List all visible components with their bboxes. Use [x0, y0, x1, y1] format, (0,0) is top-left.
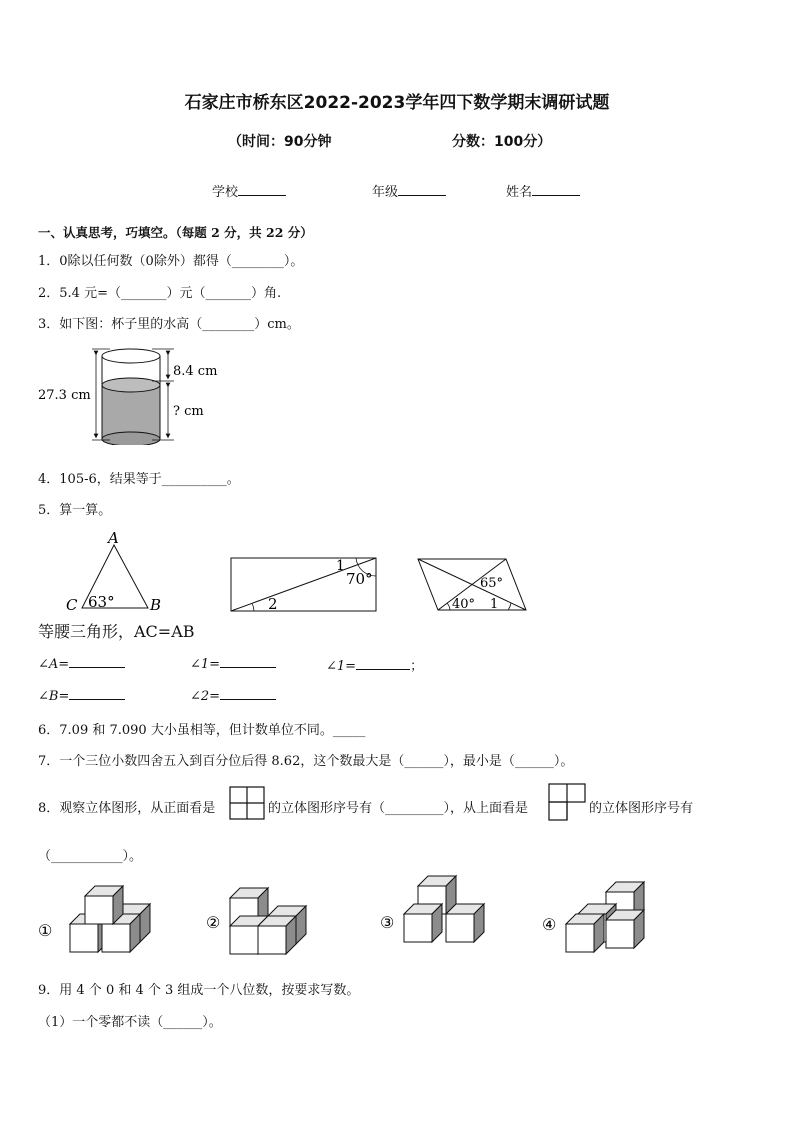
- answer-para-angle-1[interactable]: [326, 655, 423, 674]
- figure-3-label: ③: [380, 913, 395, 932]
- rect-angle-2-answer-label: ∠2=: [190, 689, 221, 704]
- vertex-c-label: C: [66, 596, 78, 614]
- rect-angle-2-label: 2: [268, 595, 278, 613]
- name-label: 姓名: [506, 185, 533, 200]
- answer-rect-angle-1[interactable]: [190, 655, 276, 672]
- grade-field[interactable]: [372, 181, 446, 200]
- figure-2-label: ②: [206, 913, 221, 932]
- answer-angle-b[interactable]: [38, 687, 125, 704]
- question-4: 4．105-6，结果等于__________。: [38, 472, 240, 487]
- question-8-part-b: 的立体图形序号有（_________），从上面看是: [268, 801, 529, 816]
- para-angle-1-label: 1: [490, 597, 499, 612]
- figure-4-label: ④: [542, 915, 557, 934]
- name-field[interactable]: [506, 181, 580, 200]
- question-6: 6．7.09 和 7.090 大小虽相等，但计数单位不同。_____: [38, 723, 366, 738]
- answer-angle-a[interactable]: [38, 655, 125, 672]
- question-7: 7．一个三位小数四舍五入到百分位后得 8.62，这个数最大是（______），最小是（______）。: [38, 754, 574, 769]
- angle-a-label: ∠A=: [38, 657, 70, 672]
- question-8-part-c: 的立体图形序号有: [589, 801, 694, 816]
- isosceles-caption: 等腰三角形，AC=AB: [38, 622, 195, 641]
- isosceles-triangle-figure: [60, 528, 180, 614]
- cup-top-label: 8.4 cm: [173, 364, 218, 379]
- angle-c-label: 63°: [88, 593, 115, 611]
- question-9-part-1: （1）一个零都不读（______）。: [38, 1015, 222, 1030]
- cup-total-label: 27.3 cm: [38, 388, 91, 403]
- exam-time: （时间：90分钟: [228, 134, 332, 150]
- angle-b-label: ∠B=: [38, 689, 70, 704]
- question-2: 2．5.4 元=（_______）元（_______）角.: [38, 286, 282, 301]
- rectangle-figure: [226, 554, 382, 616]
- question-9: 9．用 4 个 0 和 4 个 3 组成一个八位数，按要求写数。: [38, 983, 360, 998]
- cup-figure: [36, 345, 236, 445]
- school-label: 学校: [212, 185, 239, 200]
- exam-score: 分数：100分）: [452, 134, 552, 150]
- rect-angle-1-label: 1: [336, 558, 345, 574]
- figure-1-label: ①: [38, 921, 53, 940]
- semicolon: ；: [410, 659, 424, 674]
- question-3: 3．如下图：杯子里的水高（________）cm。: [38, 317, 300, 332]
- vertex-a-label: A: [108, 529, 119, 547]
- question-8-part-a: 8．观察立体图形，从正面看是: [38, 801, 216, 816]
- section-heading: 一、认真思考，巧填空。（每题 2 分，共 22 分）: [38, 225, 313, 240]
- question-1: 1．0除以任何数（0除外）都得（________）。: [38, 254, 304, 269]
- para-angle-1-answer-label: ∠1=: [326, 659, 357, 674]
- rect-angle-1-answer-label: ∠1=: [190, 657, 221, 672]
- parallelogram-figure: [414, 554, 534, 616]
- grade-label: 年级: [372, 185, 399, 200]
- cube-figures: [30, 870, 670, 970]
- vertex-b-label: B: [150, 596, 162, 614]
- page-title: 石家庄市桥东区2022-2023学年四下数学期末调研试题: [184, 93, 610, 113]
- cup-bottom-label: ? cm: [173, 404, 204, 419]
- school-field[interactable]: [212, 181, 286, 200]
- para-angle-40-label: 40°: [452, 597, 476, 612]
- question-5: 5．算一算。: [38, 503, 112, 518]
- para-angle-65-label: 65°: [480, 576, 504, 591]
- front-view-icon: [229, 786, 265, 820]
- question-8-part-d: （___________）。: [38, 849, 143, 864]
- answer-rect-angle-2[interactable]: [190, 687, 276, 704]
- top-view-icon: [548, 783, 586, 821]
- rect-angle-70-label: 70°: [346, 570, 373, 588]
